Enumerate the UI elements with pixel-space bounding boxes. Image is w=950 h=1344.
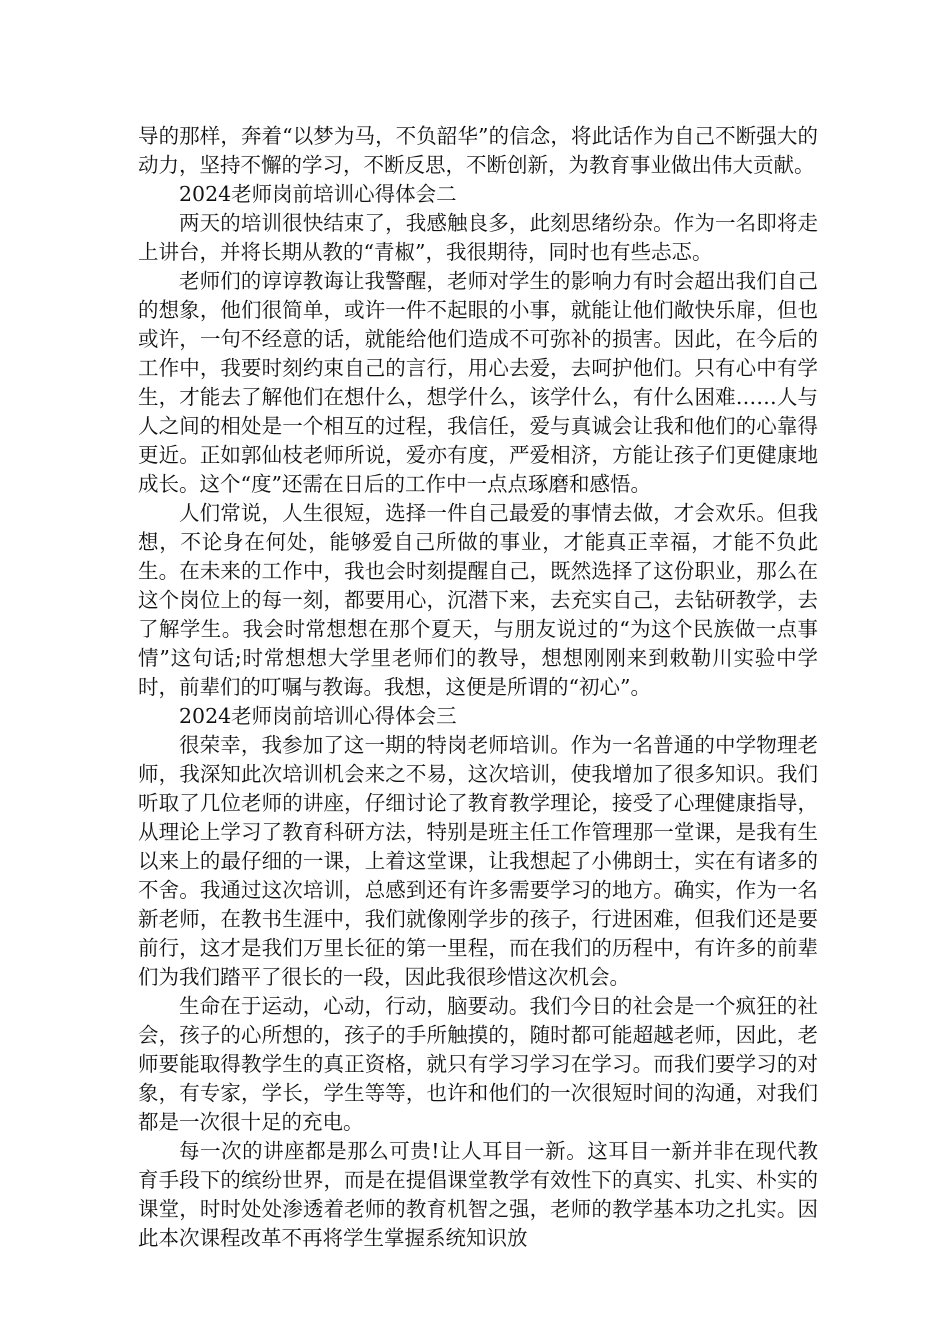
paragraph: 两天的培训很快结束了，我感触良多，此刻思绪纷杂。作为一名即将走上讲台，并将长期从教的“青椒”，我很期待，同时也有些忐忑。	[138, 211, 818, 264]
paragraph: 每一次的讲座都是那么可贵!让人耳目一新。这耳目一新并非在现代教育手段下的缤纷世界，而是在提倡课堂教学有效性下的真实、扎实、朴实的课堂，时时处处渗透着老师的教育机智之强，老师的教学基本功之扎实。因此本次课程改革不再将学生掌握系统知识放	[138, 1139, 818, 1250]
paragraph: 人们常说，人生很短，选择一件自己最爱的事情去做，才会欢乐。但我想，不论身在何处，能够爱自己所做的事业，才能真正幸福，才能不负此生。在未来的工作中，我也会时刻提醒自己，既然选择了这份职业，那么在这个岗位上的每一刻，都要用心，沉潜下来，去充实自己，去钻研教学，去了解学生。我会时常想想在那个夏天，与朋友说过的“为这个民族做一点事情”这句话;时常想想大学里老师们的教导，想想刚刚来到敕勒川实验中学时，前辈们的叮嘱与教诲。我想，这便是所谓的“初心”。	[138, 501, 818, 699]
paragraph: 老师们的谆谆教诲让我警醒，老师对学生的影响力有时会超出我们自己的想象，他们很简单，或许一件不起眼的小事，就能让他们敞快乐扉，但也或许，一句不经意的话，就能给他们造成不可弥补的损害。因此，在今后的工作中，我要时刻约束自己的言行，用心去爱，去呵护他们。只有心中有学生，才能去了解他们在想什么，想学什么，该学什么，有什么困难……人与人之间的相处是一个相互的过程，我信任，爱与真诚会让我和他们的心靠得更近。正如郭仙枝老师所说，爱亦有度，严爱相济，方能让孩子们更健康地成长。这个“度”还需在日后的工作中一点点琢磨和感悟。	[138, 269, 818, 496]
section-heading-3: 2024老师岗前培训心得体会三	[179, 704, 457, 728]
section-heading-2: 2024老师岗前培训心得体会二	[179, 182, 457, 206]
paragraph: 生命在于运动，心动，行动，脑要动。我们今日的社会是一个疯狂的社会，孩子的心所想的，孩子的手所触摸的，随时都可能超越老师，因此，老师要能取得教学生的真正资格，就只有学习学习在学习。而我们要学习的对象，有专家，学长，学生等等，也许和他们的一次很短时间的沟通，对我们都是一次很十足的充电。	[138, 994, 818, 1134]
document-page	[138, 122, 818, 1253]
paragraph-continuation: 导的那样，奔着“以梦为马，不负韶华”的信念，将此话作为自己不断强大的动力，坚持不懈的学习，不断反思，不断创新，为教育事业做出伟大贡献。	[138, 124, 818, 177]
paragraph: 很荣幸，我参加了这一期的特岗老师培训。作为一名普通的中学物理老师，我深知此次培训机会来之不易，这次培训，使我增加了很多知识。我们听取了几位老师的讲座，仔细讨论了教育教学理论，接受了心理健康指导，从理论上学习了教育科研方法，特别是班主任工作管理那一堂课，是我有生以来上的最仔细的一课，上着这堂课，让我想起了小佛朗士，实在有诸多的不舍。我通过这次培训，总感到还有许多需要学习的地方。确实，作为一名新老师，在教书生涯中，我们就像刚学步的孩子，行进困难，但我们还是要前行，这才是我们万里长征的第一里程，而在我们的历程中，有许多的前辈们为我们踏平了很长的一段，因此我很珍惜这次机会。	[138, 733, 818, 989]
